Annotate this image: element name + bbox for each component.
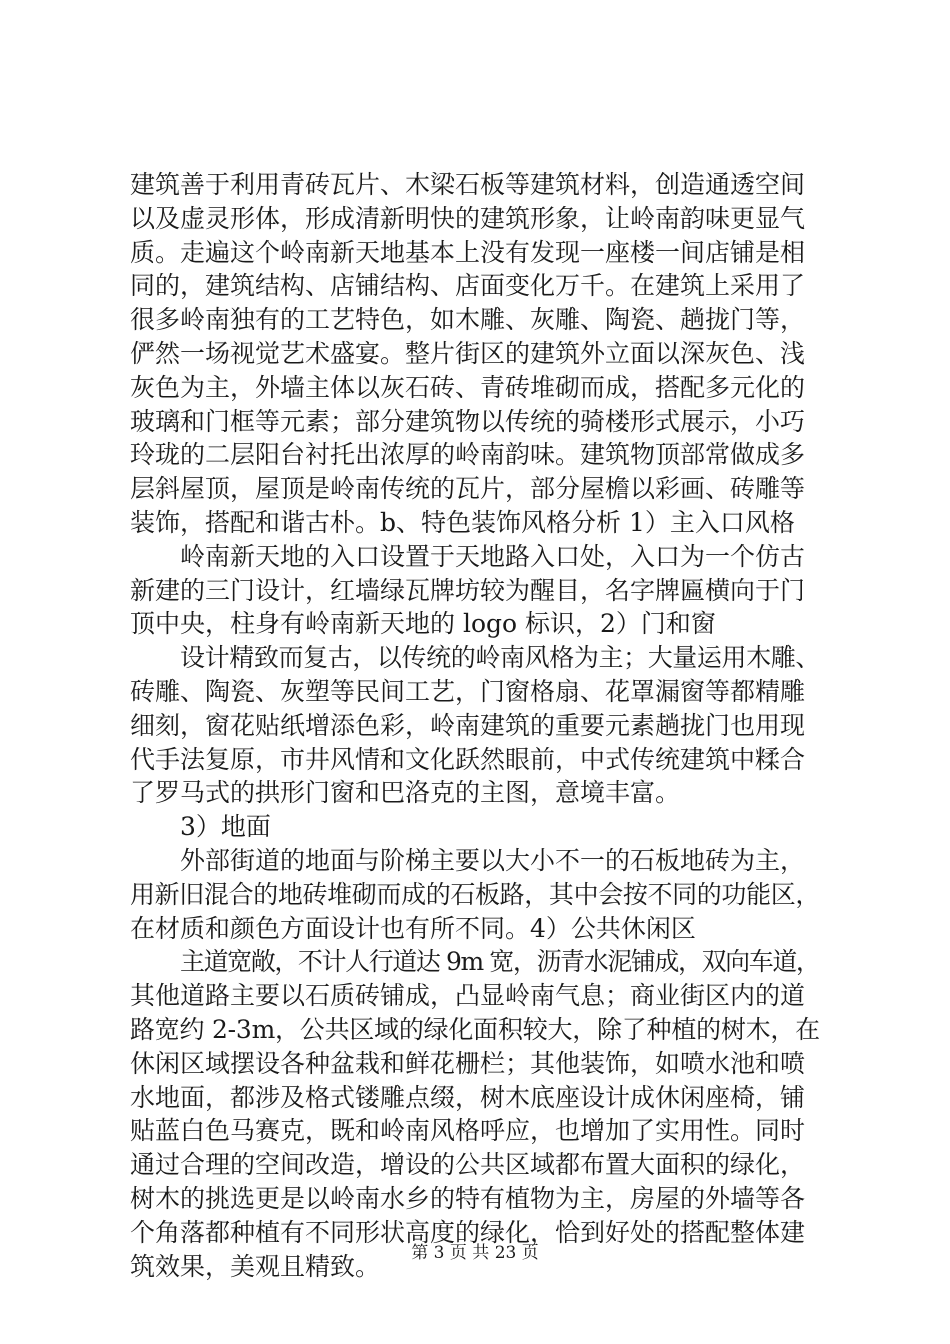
document-body bbox=[130, 168, 820, 1283]
text-line: 通过合理的空间改造，增设的公共区域都布置大面积的绿化， bbox=[130, 1150, 806, 1180]
text-line: 灰色为主，外墙主体以灰石砖、青砖堆砌而成，搭配多元化的 bbox=[130, 372, 806, 402]
text-line: 在材质和颜色方面设计也有所不同。4）公共休闲区 bbox=[130, 913, 696, 943]
text-line: 层斜屋顶，屋顶是岭南传统的瓦片，部分屋檐以彩画、砖雕等 bbox=[130, 474, 806, 504]
text-line: 外部街道的地面与阶梯主要以大小不一的石板地砖为主， bbox=[180, 845, 806, 875]
text-line: 俨然一场视觉艺术盛宴。整片街区的建筑外立面以深灰色、浅 bbox=[130, 338, 806, 368]
text-line: 个角落都种植有不同形状高度的绿化，恰到好处的搭配整体建 bbox=[130, 1217, 806, 1247]
text-line: 砖雕、陶瓷、灰塑等民间工艺，门窗格扇、花罩漏窗等都精雕 bbox=[130, 676, 806, 706]
text-line: 了罗马式的拱形门窗和巴洛克的主图，意境丰富。 bbox=[130, 778, 681, 808]
text-line: 筑效果，美观且精致。 bbox=[130, 1251, 381, 1281]
text-line: 新建的三门设计，红墙绿瓦牌坊较为醒目，名字牌匾横向于门 bbox=[130, 575, 806, 605]
page-number-label: 第 3 页 共 23 页 bbox=[411, 1243, 539, 1263]
text-line: 设计精致而复古，以传统的岭南风格为主；大量运用木雕、 bbox=[180, 643, 821, 673]
text-line: 细刻，窗花贴纸增添色彩，岭南建筑的重要元素趟拢门也用现 bbox=[130, 710, 806, 740]
text-line: 用新旧混合的地砖堆砌而成的石板路，其中会按不同的功能区， bbox=[130, 879, 821, 909]
text-line: 很多岭南独有的工艺特色，如木雕、灰雕、陶瓷、趟拢门等， bbox=[130, 305, 806, 335]
text-line: 玲珑的二层阳台衬托出浓厚的岭南韵味。建筑物顶部常做成多 bbox=[130, 440, 806, 470]
text-line: 质。走遍这个岭南新天地基本上没有发现一座楼一间店铺是相 bbox=[130, 237, 806, 267]
page-footer bbox=[0, 1242, 950, 1264]
text-line: 其他道路主要以石质砖铺成，凸显岭南气息；商业街区内的道 bbox=[130, 981, 806, 1011]
text-line: 代手法复原，市井风情和文化跃然眼前，中式传统建筑中糅合 bbox=[130, 744, 806, 774]
text-line: 3）地面 bbox=[180, 812, 271, 842]
text-line: 以及虚灵形体，形成清新明快的建筑形象，让岭南韵味更显气 bbox=[130, 203, 806, 233]
text-line: 休闲区域摆设各种盆栽和鲜花栅栏；其他装饰，如喷水池和喷 bbox=[130, 1048, 806, 1078]
text-line: 路宽约 2-3m，公共区域的绿化面积较大，除了种植的树木，在 bbox=[130, 1014, 820, 1044]
text-line: 装饰，搭配和谐古朴。b、特色装饰风格分析 1）主入口风格 bbox=[130, 507, 795, 537]
text-line: 树木的挑选更是以岭南水乡的特有植物为主，房屋的外墙等各 bbox=[130, 1183, 806, 1213]
text-line: 主道宽敞，不计人行道达 9m 宽，沥青水泥铺成，双向车道， bbox=[180, 947, 820, 977]
text-line: 岭南新天地的入口设置于天地路入口处，入口为一个仿古 bbox=[180, 541, 806, 571]
text-line: 同的，建筑结构、店铺结构、店面变化万千。在建筑上采用了 bbox=[130, 271, 806, 301]
text-line: 水地面，都涉及格式镂雕点缀，树木底座设计成休闲座椅，铺 bbox=[130, 1082, 806, 1112]
text-line: 顶中央，柱身有岭南新天地的 logo 标识，2）门和窗 bbox=[130, 609, 716, 639]
text-line: 贴蓝白色马赛克，既和岭南风格呼应，也增加了实用性。同时 bbox=[130, 1116, 806, 1146]
text-line: 建筑善于利用青砖瓦片、木梁石板等建筑材料，创造通透空间 bbox=[130, 170, 806, 199]
text-line: 玻璃和门框等元素；部分建筑物以传统的骑楼形式展示，小巧 bbox=[130, 406, 806, 436]
